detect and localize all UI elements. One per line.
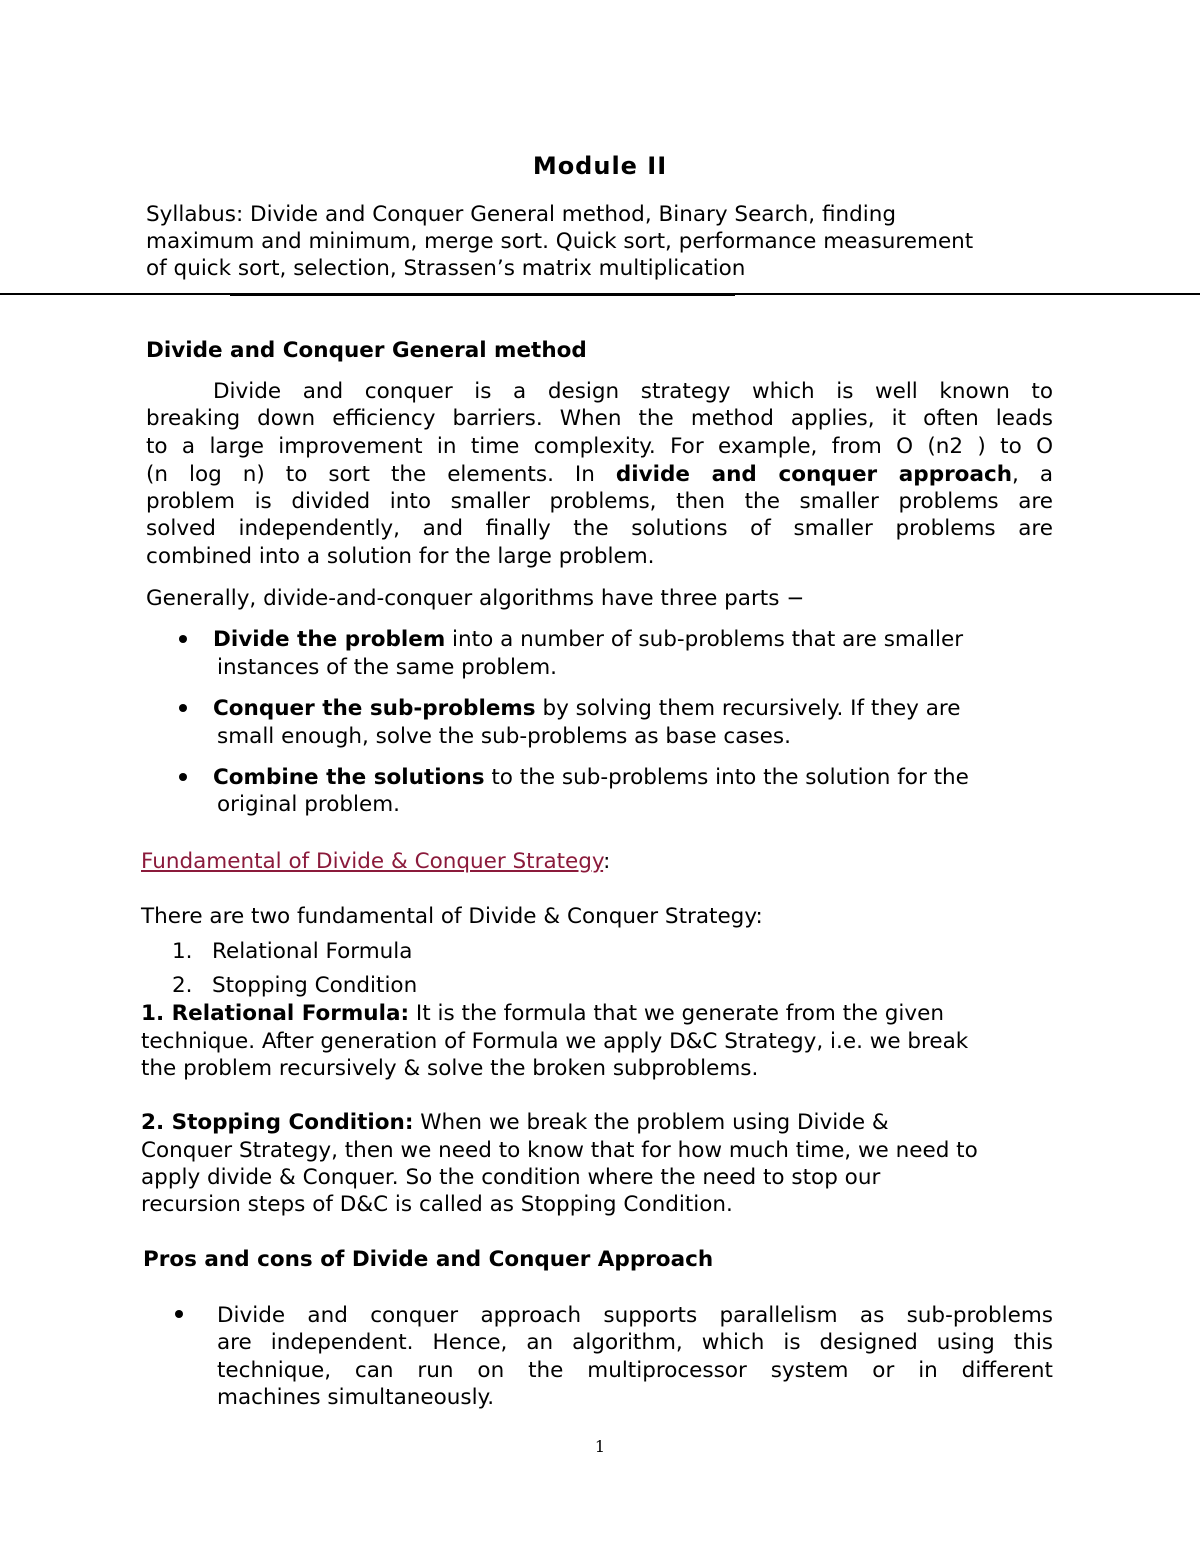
section-heading: Pros and cons of Divide and Conquer Approach (143, 1247, 714, 1272)
paragraph-line: to a large improvement in time complexity. For example, from O (n2 ) to O (146, 434, 1053, 459)
list-item-text: into a number of sub-problems that are smaller (445, 627, 964, 652)
syllabus-line: Syllabus: Divide and Conquer General method, Binary Search, finding (146, 202, 897, 227)
paragraph-line (141, 1109, 889, 1136)
paragraph-line: combined into a solution for the large problem. (146, 544, 655, 569)
paragraph-line: recursion steps of D&C is called as Stopping Condition. (141, 1192, 733, 1217)
list-item-line: instances of the same problem. (217, 655, 557, 680)
paragraph-line: Conquer Strategy, then we need to know that for how much time, we need to (141, 1138, 978, 1163)
paragraph-line: technique. After generation of Formula we apply D&C Strategy, i.e. we break (141, 1029, 969, 1054)
list-item-line: machines simultaneously. (217, 1385, 495, 1410)
parts-intro: Generally, divide-and-conquer algorithms have three parts − (146, 586, 805, 611)
bullet-icon (175, 1310, 183, 1318)
paragraph-line: apply divide & Conquer. So the condition where the need to stop our (141, 1165, 881, 1190)
paragraph-text: (n log n) to sort the elements. In (146, 462, 595, 487)
bullet-icon (179, 635, 187, 643)
list-item-text: by solving them recursively. If they are (535, 696, 961, 721)
bold-term: Combine the solutions (213, 765, 485, 790)
fundamental-intro: There are two fundamental of Divide & Conquer Strategy: (141, 904, 763, 929)
list-item-line (213, 695, 961, 722)
paragraph-line: the problem recursively & solve the broken subproblems. (141, 1056, 759, 1081)
bullet-icon (179, 704, 187, 712)
bullet-icon (179, 773, 187, 781)
list-number: 1. (172, 939, 193, 964)
list-item-line: technique, can run on the multiprocessor system or in different (217, 1358, 1053, 1383)
fundamental-link[interactable]: Fundamental of Divide & Conquer Strategy (141, 849, 604, 874)
paragraph-line (141, 1000, 944, 1027)
list-item-line: are independent. Hence, an algorithm, which is designed using this (217, 1330, 1053, 1355)
section-heading: Divide and Conquer General method (146, 338, 587, 363)
list-item-line: Divide and conquer approach supports parallelism as sub-problems (217, 1303, 1053, 1328)
fundamental-heading (141, 848, 610, 875)
page-title: Module II (532, 152, 668, 180)
list-item-line: original problem. (217, 792, 400, 817)
list-item-text: to the sub-problems into the solution for the (484, 765, 969, 790)
paragraph-line: solved independently, and finally the solutions of smaller problems are (146, 516, 1053, 541)
bold-term: Divide the problem (213, 627, 446, 652)
paragraph-line: Divide and conquer is a design strategy which is well known to (213, 379, 1053, 404)
list-item-line: small enough, solve the sub-problems as base cases. (217, 724, 791, 749)
list-number: 2. (172, 973, 193, 998)
paragraph-text: It is the formula that we generate from the given (409, 1001, 944, 1026)
page-number: 1 (594, 1437, 606, 1456)
paragraph-line: problem is divided into smaller problems, then the smaller problems are (146, 489, 1053, 514)
paragraph-line (146, 461, 1053, 488)
paragraph-text: When we break the problem using Divide & (413, 1110, 889, 1135)
bold-term: divide and conquer approach (615, 462, 1013, 487)
paragraph-line: breaking down efficiency barriers. When the method applies, it often leads (146, 406, 1053, 431)
syllabus-line: maximum and minimum, merge sort. Quick sort, performance measurement (146, 229, 974, 254)
list-item-line (213, 626, 963, 653)
paragraph-text: , a (1012, 462, 1054, 487)
list-item-text: Relational Formula (212, 939, 413, 964)
list-item-line (213, 764, 969, 791)
heading-colon: : (603, 849, 611, 874)
bold-term: Conquer the sub-problems (213, 696, 536, 721)
bold-term: 1. Relational Formula: (141, 1001, 410, 1026)
bold-term: 2. Stopping Condition: (141, 1110, 414, 1135)
list-item-text: Stopping Condition (212, 973, 418, 998)
syllabus-line: of quick sort, selection, Strassen’s matrix multiplication (146, 256, 746, 281)
